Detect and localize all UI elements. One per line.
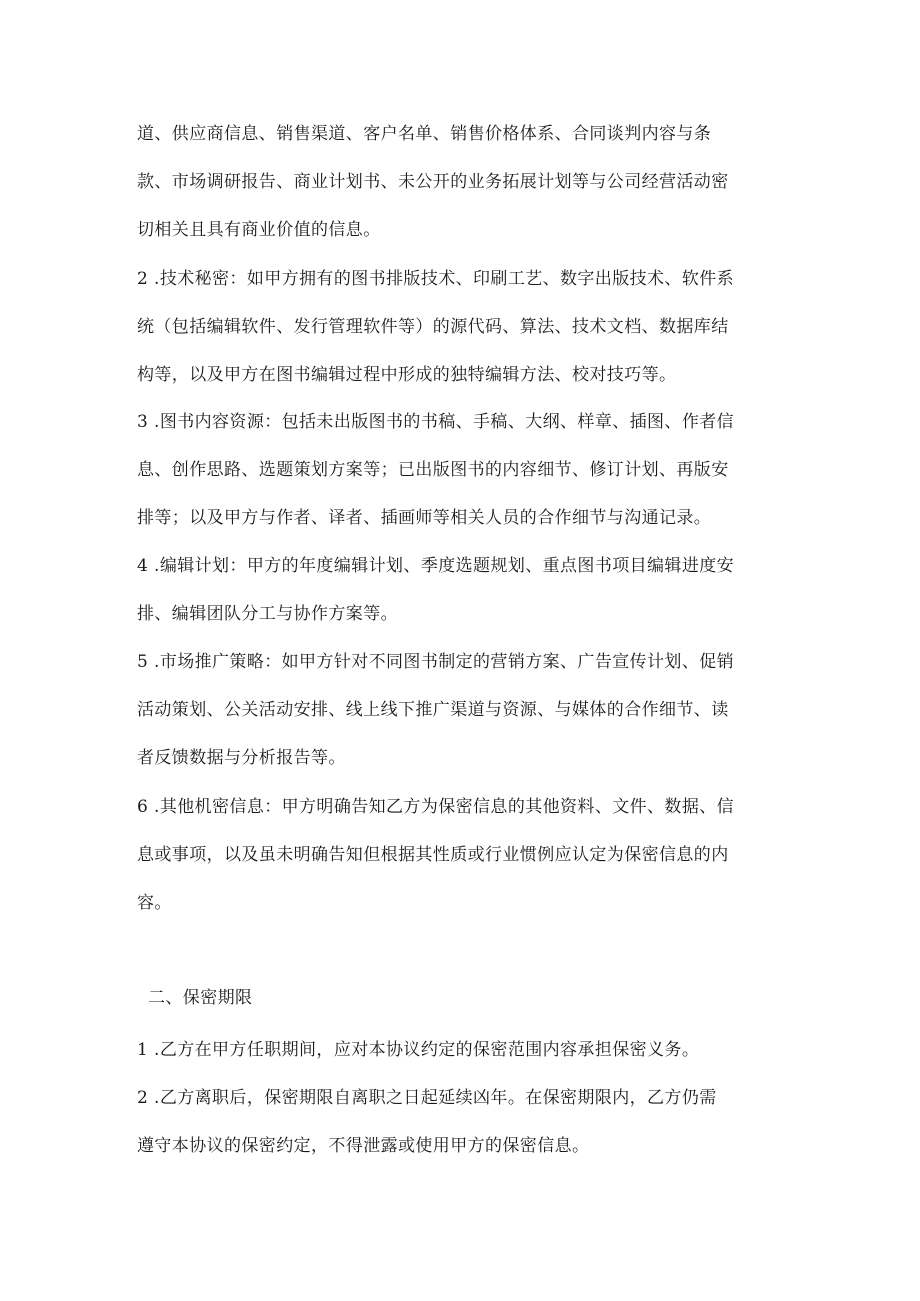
item-2-technical-secrets xyxy=(137,255,787,399)
text-line: 者反馈数据与分析报告等。 xyxy=(137,748,346,768)
item-4-editing-plan xyxy=(137,542,787,638)
text-line: 1 .乙方在甲方任职期间，应对本协议约定的保密范围内容承担保密义务。 xyxy=(137,1040,700,1060)
text-line: 2 .乙方离职后，保密期限自离职之日起延续凶年。在保密期限内，乙方仍需 xyxy=(137,1088,717,1108)
text-line: 5 .市场推广策略：如甲方针对不同图书制定的营销方案、广告宣传计划、促销 xyxy=(137,652,735,672)
text-line: 统（包括编辑软件、发行管理软件等）的源代码、算法、技术文档、数据库结 xyxy=(137,317,729,337)
text-line: 活动策划、公关活动安排、线上线下推广渠道与资源、与媒体的合作细节、读 xyxy=(137,700,729,720)
item-3-content-resources xyxy=(137,398,787,542)
text-line: 切相关且具有商业价值的信息。 xyxy=(137,220,381,240)
text-line: 款、市场调研报告、商业计划书、未公开的业务拓展计划等与公司经营活动密 xyxy=(137,172,729,192)
text-line: 2 .技术秘密：如甲方拥有的图书排版技术、印刷工艺、数字出版技术、软件系 xyxy=(137,269,735,289)
text-line: 排等；以及甲方与作者、译者、插画师等相关人员的合作细节与沟通记录。 xyxy=(137,508,712,528)
text-line: 遵守本协议的保密约定，不得泄露或使用甲方的保密信息。 xyxy=(137,1136,590,1156)
section-two-item-2 xyxy=(137,1074,787,1170)
intro-paragraph xyxy=(137,110,787,254)
section-two-item-1 xyxy=(137,1026,787,1074)
text-line: 道、供应商信息、销售渠道、客户名单、销售价格体系、合同谈判内容与条 xyxy=(137,124,712,144)
text-line: 3 .图书内容资源：包括未出版图书的书稿、手稿、大纲、样章、插图、作者信 xyxy=(137,412,735,432)
item-6-other-confidential xyxy=(137,783,787,927)
text-line: 4 .编辑计划：甲方的年度编辑计划、季度选题规划、重点图书项目编辑进度安 xyxy=(137,556,735,576)
section-heading-confidentiality-period: 二、保密期限 xyxy=(148,988,253,1008)
text-line: 容。 xyxy=(137,893,172,913)
text-line: 构等，以及甲方在图书编辑过程中形成的独特编辑方法、校对技巧等。 xyxy=(137,365,677,385)
item-5-marketing-strategy xyxy=(137,638,787,782)
text-line: 息或事项，以及虽未明确告知但根据其性质或行业惯例应认定为保密信息的内 xyxy=(137,845,729,865)
text-line: 6 .其他机密信息：甲方明确告知乙方为保密信息的其他资料、文件、数据、信 xyxy=(137,797,735,817)
text-line: 息、创作思路、选题策划方案等；已出版图书的内容细节、修订计划、再版安 xyxy=(137,460,729,480)
text-line: 排、编辑团队分工与协作方案等。 xyxy=(137,604,398,624)
